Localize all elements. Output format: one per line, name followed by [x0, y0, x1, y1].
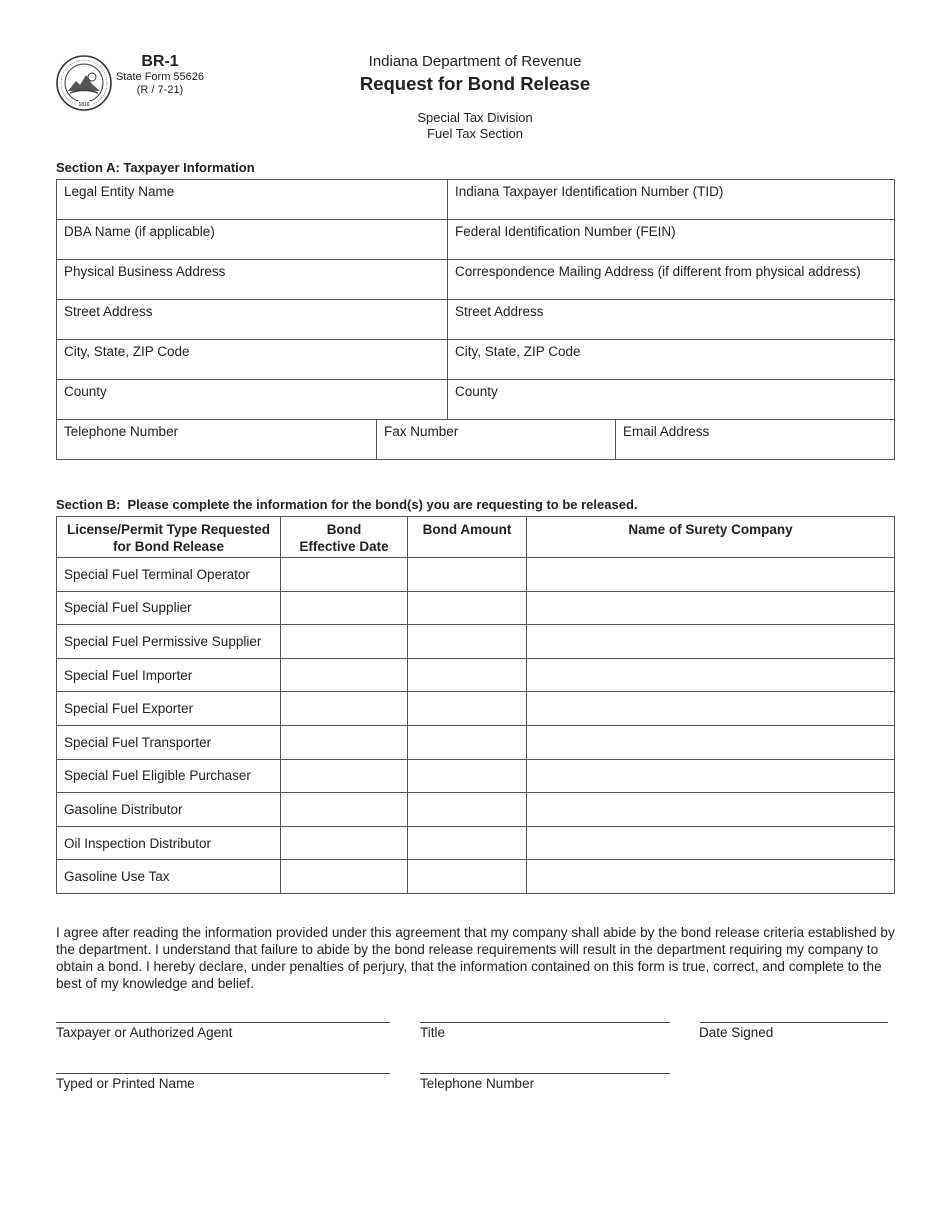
bond-amount-cell[interactable]	[408, 725, 527, 759]
license-type-cell: Special Fuel Terminal Operator	[57, 558, 281, 592]
license-type-cell: Gasoline Distributor	[57, 793, 281, 827]
surety-company-cell[interactable]	[527, 793, 895, 827]
table-row	[57, 220, 895, 260]
legal-entity-name-field[interactable]: Legal Entity Name	[57, 180, 448, 220]
surety-company-cell[interactable]	[527, 826, 895, 860]
telephone-line[interactable]	[420, 1073, 670, 1074]
mailing-address-field[interactable]: Correspondence Mailing Address (if different from physical address)	[448, 260, 895, 300]
license-type-cell: Special Fuel Supplier	[57, 591, 281, 625]
table-row	[57, 558, 895, 592]
agent-label: Taxpayer or Authorized Agent	[56, 1025, 233, 1040]
effective-date-header: Bond Effective Date	[281, 517, 408, 558]
license-type-header: License/Permit Type Requested for Bond Release	[57, 517, 281, 558]
table-row	[57, 420, 895, 460]
table-row	[57, 658, 895, 692]
table-row	[57, 625, 895, 659]
bond-amount-cell[interactable]	[408, 793, 527, 827]
fax-field[interactable]: Fax Number	[377, 420, 616, 460]
telephone-field[interactable]: Telephone Number	[57, 420, 377, 460]
table-row	[57, 260, 895, 300]
table-row	[57, 692, 895, 726]
physical-county-field[interactable]: County	[57, 380, 448, 420]
effective-date-cell[interactable]	[281, 591, 408, 625]
table-row	[57, 340, 895, 380]
table-row	[57, 759, 895, 793]
page-title: Request for Bond Release	[359, 73, 591, 94]
agent-signature-line[interactable]	[56, 1022, 390, 1023]
printed-name-line[interactable]	[56, 1073, 390, 1074]
table-row	[57, 860, 895, 894]
state-seal-logo	[56, 55, 112, 111]
license-type-cell: Special Fuel Transporter	[57, 725, 281, 759]
date-signature-line[interactable]	[700, 1022, 888, 1023]
mailing-street-field[interactable]: Street Address	[448, 300, 895, 340]
form-code: BR-1	[141, 53, 179, 70]
license-type-cell: Oil Inspection Distributor	[57, 826, 281, 860]
title-signature-line[interactable]	[420, 1022, 670, 1023]
effective-date-cell[interactable]	[281, 692, 408, 726]
effective-date-cell[interactable]	[281, 860, 408, 894]
section-a-title: Section A: Taxpayer Information	[56, 160, 255, 175]
surety-company-cell[interactable]	[527, 658, 895, 692]
table-row	[57, 180, 895, 220]
agreement-text: I agree after reading the information provided under this agreement that my company shall abide by the bond release criteria established by the department. I understand that failure to abide by the bond release requirements will result in the department requiring my company to obtain a bond. I hereby declare, under penalties of perjury, that the information contained on this form is true, correct, and complete to the best of my knowledge and belief.	[56, 925, 895, 991]
table-row	[57, 300, 895, 340]
telephone-label: Telephone Number	[420, 1076, 535, 1091]
taxpayer-info-table	[56, 179, 895, 460]
date-signed-label: Date Signed	[699, 1025, 774, 1040]
surety-company-cell[interactable]	[527, 725, 895, 759]
division-name: Special Tax Division	[417, 110, 533, 125]
form-revision: (R / 7-21)	[136, 84, 184, 96]
license-type-cell: Special Fuel Importer	[57, 658, 281, 692]
email-field[interactable]: Email Address	[616, 420, 895, 460]
physical-street-field[interactable]: Street Address	[57, 300, 448, 340]
effective-date-cell[interactable]	[281, 625, 408, 659]
table-row	[57, 591, 895, 625]
bond-amount-cell[interactable]	[408, 658, 527, 692]
state-form-number: State Form 55626	[115, 71, 205, 83]
surety-company-cell[interactable]	[527, 860, 895, 894]
surety-company-cell[interactable]	[527, 692, 895, 726]
surety-company-cell[interactable]	[527, 558, 895, 592]
table-row	[57, 793, 895, 827]
license-type-cell: Special Fuel Permissive Supplier	[57, 625, 281, 659]
bond-amount-cell[interactable]	[408, 692, 527, 726]
effective-date-cell[interactable]	[281, 759, 408, 793]
bond-amount-header: Bond Amount	[408, 517, 527, 558]
table-row	[57, 725, 895, 759]
bond-table	[56, 516, 895, 894]
form-id-block	[108, 53, 212, 97]
effective-date-cell[interactable]	[281, 558, 408, 592]
effective-date-cell[interactable]	[281, 658, 408, 692]
surety-company-cell[interactable]	[527, 759, 895, 793]
table-row	[57, 380, 895, 420]
fein-field[interactable]: Federal Identification Number (FEIN)	[448, 220, 895, 260]
section-name: Fuel Tax Section	[427, 126, 523, 141]
dba-name-field[interactable]: DBA Name (if applicable)	[57, 220, 448, 260]
surety-company-header: Name of Surety Company	[527, 517, 895, 558]
tid-field[interactable]: Indiana Taxpayer Identification Number (TID)	[448, 180, 895, 220]
physical-address-field[interactable]: Physical Business Address	[57, 260, 448, 300]
bond-amount-cell[interactable]	[408, 558, 527, 592]
table-header-row	[57, 517, 895, 558]
table-row	[57, 826, 895, 860]
license-type-cell: Special Fuel Eligible Purchaser	[57, 759, 281, 793]
physical-city-field[interactable]: City, State, ZIP Code	[57, 340, 448, 380]
effective-date-cell[interactable]	[281, 826, 408, 860]
effective-date-cell[interactable]	[281, 725, 408, 759]
printed-name-label: Typed or Printed Name	[56, 1076, 195, 1091]
mailing-county-field[interactable]: County	[448, 380, 895, 420]
bond-amount-cell[interactable]	[408, 591, 527, 625]
svg-text:1816: 1816	[78, 102, 90, 108]
section-b-title: Section B: Please complete the information for the bond(s) you are requesting to be released.	[56, 497, 638, 512]
mailing-city-field[interactable]: City, State, ZIP Code	[448, 340, 895, 380]
title-label: Title	[420, 1025, 446, 1040]
bond-amount-cell[interactable]	[408, 826, 527, 860]
bond-amount-cell[interactable]	[408, 860, 527, 894]
bond-amount-cell[interactable]	[408, 759, 527, 793]
license-type-cell: Special Fuel Exporter	[57, 692, 281, 726]
department-name: Indiana Department of Revenue	[368, 53, 582, 70]
effective-date-cell[interactable]	[281, 793, 408, 827]
surety-company-cell[interactable]	[527, 591, 895, 625]
license-type-cell: Gasoline Use Tax	[57, 860, 281, 894]
surety-company-cell[interactable]	[527, 625, 895, 659]
division-block	[250, 110, 700, 142]
bond-amount-cell[interactable]	[408, 625, 527, 659]
